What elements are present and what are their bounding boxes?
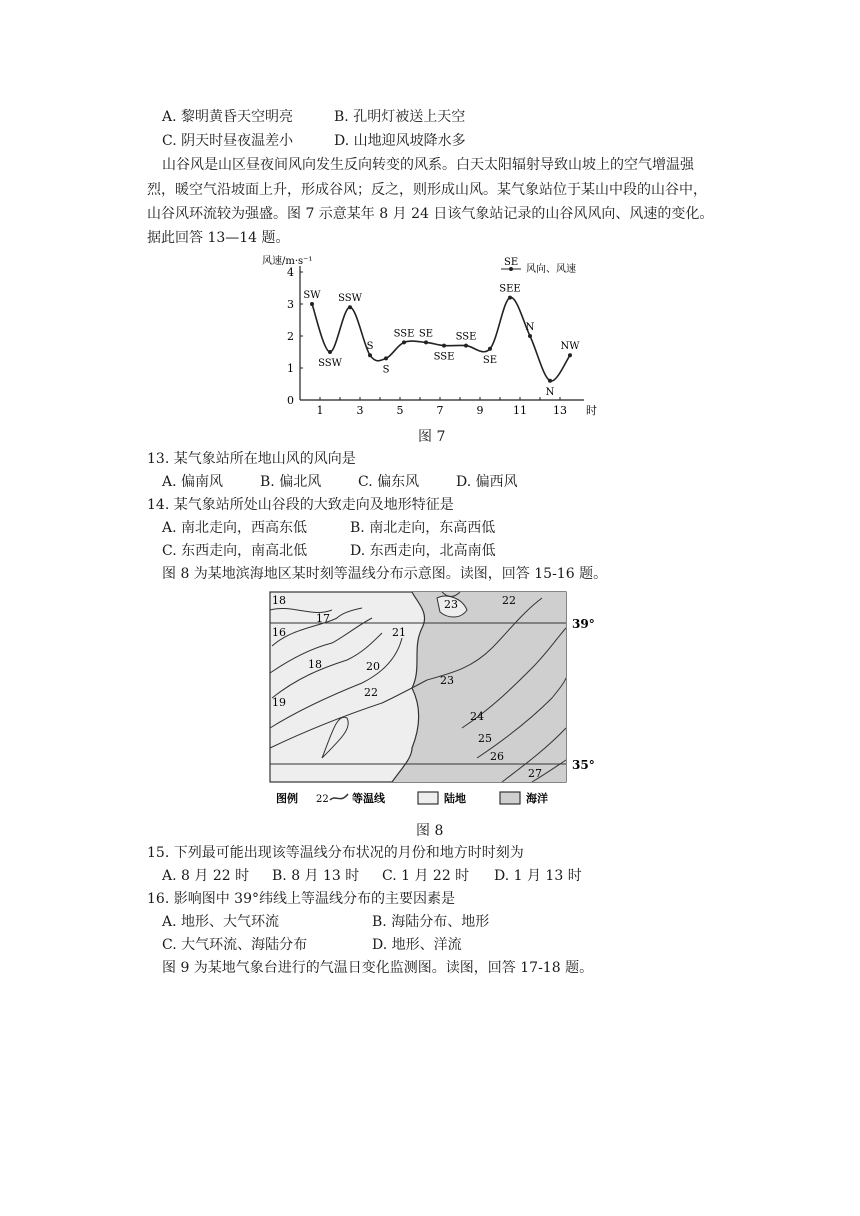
legend-title: 图例 — [276, 792, 298, 805]
figure-8-intro: 图 8 为某地滨海地区某时刻等温线分布示意图。读图，回答 15-16 题。 — [162, 566, 608, 582]
data-point — [442, 344, 446, 348]
figure-8 — [262, 588, 612, 814]
x-tick-label: 3 — [356, 404, 364, 417]
q12-option-a: A. 黎明黄昏天空明亮 — [162, 109, 294, 125]
figure-9-intro: 图 9 为某地气象台进行的气温日变化监测图。读图，回答 17-18 题。 — [162, 960, 594, 976]
point-label: SE — [418, 328, 434, 340]
iso-label-26: 26 — [490, 750, 504, 763]
point-label: SSW — [338, 293, 362, 305]
q15-option-c: C. 1 月 22 时 — [382, 868, 470, 884]
point-label: N — [545, 386, 555, 398]
q14-options-row1 — [162, 518, 496, 538]
y-tick-label: 2 — [287, 330, 294, 343]
y-tick-label: 4 — [287, 266, 294, 279]
legend-land-swatch — [418, 792, 438, 804]
x-tick-label: 13 — [553, 404, 567, 417]
x-tick-label: 1 — [316, 404, 324, 417]
legend-symbol: SE — [504, 257, 519, 268]
q14-option-a: A. 南北走向，西高东低 — [162, 520, 308, 536]
q15-stem: 15. 下列最可能出现该等温线分布状况的月份和地方时时刻为 — [147, 845, 524, 861]
figure-7-caption: 图 7 — [418, 429, 446, 445]
data-point — [348, 305, 352, 309]
q15-option-d: D. 1 月 13 时 — [494, 868, 582, 884]
q13-option-c: C. 偏东风 — [358, 474, 420, 490]
iso-label-23b: 23 — [440, 674, 454, 687]
iso-label-16: 16 — [272, 626, 286, 639]
q16-option-d: D. 地形、洋流 — [372, 937, 462, 953]
q13-option-a: A. 偏南风 — [162, 474, 224, 490]
point-label: SSE — [433, 351, 455, 363]
q13-option-b: B. 偏北风 — [260, 474, 322, 490]
q14-option-d: D. 东西走向，北高南低 — [350, 543, 496, 559]
y-tick-label: 3 — [287, 298, 294, 311]
data-point — [328, 350, 332, 354]
passage-line-2: 烈，暖空气沿坡面上升，形成谷风；反之，则形成山风。某气象站位于某山中段的山谷中， — [147, 182, 707, 198]
point-label: S — [382, 364, 390, 376]
y-tick-label: 1 — [287, 362, 294, 375]
iso-label-27: 27 — [528, 767, 542, 780]
q13-options — [162, 472, 518, 492]
point-label: SW — [303, 290, 321, 301]
q12-options-row2 — [162, 131, 466, 151]
q16-option-c: C. 大气环流、海陆分布 — [162, 937, 308, 953]
point-label: N — [525, 322, 535, 333]
q15-option-b: B. 8 月 13 时 — [272, 868, 360, 884]
data-point — [568, 353, 572, 357]
lat-label-35: 35° — [572, 758, 595, 772]
legend-label: 风向、风速 — [526, 264, 576, 275]
q15-option-a: A. 8 月 22 时 — [162, 868, 250, 884]
y-tick-label: 0 — [287, 394, 294, 407]
iso-label-21: 21 — [392, 626, 406, 639]
data-point — [402, 340, 406, 344]
x-tick-label: 5 — [396, 404, 404, 417]
q12-option-d: D. 山地迎风坡降水多 — [334, 133, 466, 149]
data-point — [548, 379, 552, 383]
point-label: SSE — [393, 328, 415, 340]
chart-legend — [501, 257, 576, 275]
q14-stem: 14. 某气象站所处山谷段的大致走向及地形特征是 — [147, 497, 454, 513]
point-label: SEE — [499, 283, 521, 295]
data-point — [464, 344, 468, 348]
q15-options — [162, 866, 582, 886]
q14-option-b: B. 南北走向，东高西低 — [350, 520, 496, 536]
passage-line-1: 山谷风是山区昼夜间风向发生反向转变的风系。白天太阳辐射导致山坡上的空气增温强 — [162, 157, 694, 173]
legend-land: 陆地 — [444, 792, 466, 805]
legend-iso: 等温线 — [352, 792, 385, 805]
map-legend — [276, 791, 548, 805]
data-point — [488, 347, 492, 351]
figure-8-caption: 图 8 — [416, 823, 444, 839]
legend-iso-value: 22 — [316, 794, 329, 805]
q16-option-b: B. 海陆分布、地形 — [372, 914, 490, 930]
iso-label-19: 19 — [272, 696, 286, 709]
x-tick-label: 9 — [476, 404, 484, 417]
point-label: SSW — [318, 358, 342, 369]
point-label: NW — [560, 341, 580, 353]
q16-options-row1 — [162, 912, 490, 932]
isotherm-map — [262, 588, 612, 810]
point-label: SE — [482, 354, 498, 366]
point-label: S — [366, 341, 374, 353]
chart-ylabel: 风速/m·s⁻¹ — [262, 256, 313, 267]
data-point — [424, 340, 428, 344]
data-point — [508, 296, 512, 300]
legend-sea-swatch — [500, 792, 520, 804]
iso-label-22b: 22 — [502, 594, 516, 607]
chart-xlabel: 时 — [586, 404, 597, 417]
iso-label-22a: 22 — [364, 686, 378, 699]
q12-options-row1 — [162, 107, 466, 127]
legend-sea: 海洋 — [526, 792, 548, 805]
point-label: SSE — [455, 331, 477, 343]
lat-label-39: 39° — [572, 617, 595, 631]
x-tick-label: 11 — [513, 404, 527, 417]
q12-option-b: B. 孔明灯被送上天空 — [334, 109, 466, 125]
figure-7 — [258, 252, 598, 426]
iso-label-20: 20 — [366, 660, 380, 673]
iso-label-18a: 18 — [272, 594, 286, 607]
data-point — [310, 302, 314, 306]
iso-label-23a: 23 — [444, 598, 458, 611]
q16-options-row2 — [162, 935, 462, 955]
q16-option-a: A. 地形、大气环流 — [162, 914, 280, 930]
q12-option-c: C. 阴天时昼夜温差小 — [162, 133, 294, 149]
data-point — [384, 356, 388, 360]
x-tick-label: 7 — [436, 404, 444, 417]
iso-label-25: 25 — [478, 732, 492, 745]
q13-stem: 13. 某气象站所在地山风的风向是 — [147, 451, 356, 467]
q14-option-c: C. 东西走向，南高北低 — [162, 543, 308, 559]
q14-options-row2 — [162, 541, 496, 561]
wind-speed-line — [312, 297, 570, 381]
q13-option-d: D. 偏西风 — [456, 474, 518, 490]
wind-chart — [258, 252, 598, 422]
data-point — [368, 353, 372, 357]
passage-line-3: 山谷风环流较为强盛。图 7 示意某年 8 月 24 日该气象站记录的山谷风风向、风速的变化。 — [147, 206, 714, 222]
data-point — [528, 334, 532, 338]
q16-stem: 16. 影响图中 39°纬线上等温线分布的主要因素是 — [147, 891, 455, 907]
iso-label-24: 24 — [470, 710, 484, 723]
iso-label-17: 17 — [316, 612, 330, 625]
iso-label-18b: 18 — [308, 658, 322, 671]
passage-line-4: 据此回答 13—14 题。 — [147, 230, 290, 246]
